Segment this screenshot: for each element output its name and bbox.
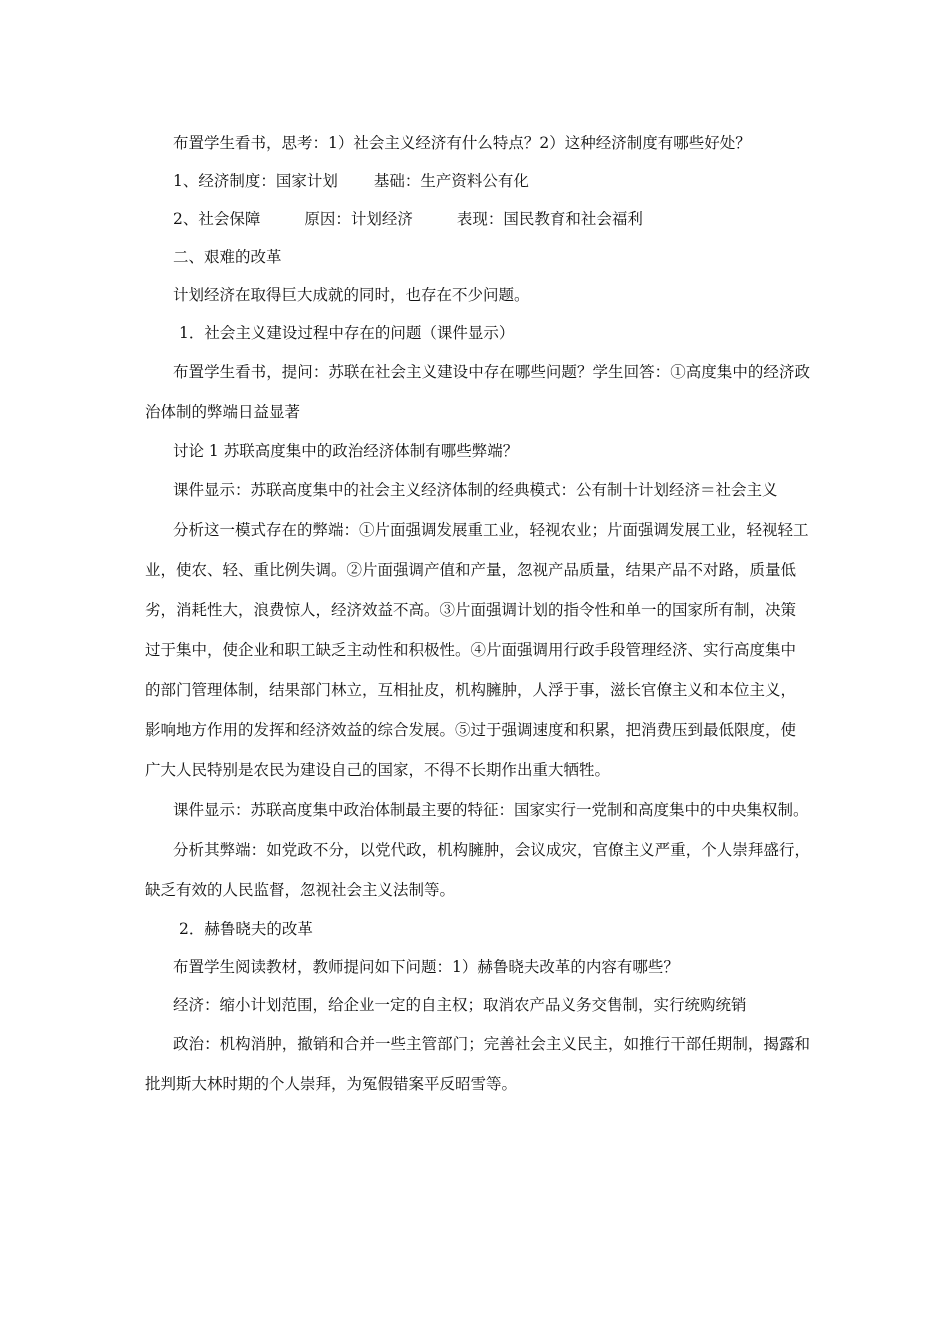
text-line: 经济：缩小计划范围，给企业一定的自主权；取消农产品义务交售制，实行统购统销 [173, 996, 747, 1014]
text-span: 2、社会保障 [173, 210, 261, 228]
section-heading: 二、艰难的改革 [173, 248, 282, 266]
text-line [145, 162, 810, 200]
paragraph: 分析这一模式存在的弊端：①片面强调发展重工业，轻视农业；片面强调发展工业，轻视轻工业，使农、轻、重比例失调。②片面强调产值和产量，忽视产品质量，结果产品不对路，质量低劣，消耗性大，浪费惊人，经济效益不高。③片面强调计划的指令性和单一的国家所有制，决策过于集中，使企业和职工缺乏主动性和积极性。④片面强调用行政手段管理经济、实行高度集中的部门管理体制，结果部门林立，互相扯皮，机构臃肿，人浮于事，滋长官僚主义和本位主义，影响地方作用的发挥和经济效益的综合发展。⑤过于强调速度和积累，把消费压到最低限度，使广大人民特别是农民为建设自己的国家，不得不长期作出重大牺牲。 [145, 521, 809, 779]
paragraph: 课件显示：苏联高度集中政治体制最主要的特征：国家实行一党制和高度集中的中央集权制。 [173, 801, 809, 819]
document-body [145, 124, 810, 1104]
paragraph: 政治：机构消肿，撤销和合并一些主管部门；完善社会主义民主，如推行干部任期制，揭露和批判斯大林时期的个人崇拜，为冤假错案平反昭雪等。 [145, 1035, 810, 1093]
paragraph: 分析其弊端：如党政不分，以党代政，机构臃肿，会议成灾，官僚主义严重，个人崇拜盛行，缺乏有效的人民监督，忽视社会主义法制等。 [145, 841, 810, 899]
text-line: 布置学生看书，思考：1）社会主义经济有什么特点？2）这种经济制度有哪些好处？ [173, 134, 751, 152]
text-line [145, 200, 810, 238]
paragraph: 布置学生看书，提问：苏联在社会主义建设中存在哪些问题？学生回答：①高度集中的经济政治体制的弊端日益显著 [145, 363, 810, 421]
text-span: 表现：国民教育和社会福利 [456, 210, 643, 228]
text-line: 讨论 1 苏联高度集中的政治经济体制有哪些弊端？ [173, 442, 519, 460]
text-line: 计划经济在取得巨大成就的同时，也存在不少问题。 [173, 286, 530, 304]
text-line: 布置学生阅读教材，教师提问如下问题：1）赫鲁晓夫改革的内容有哪些？ [173, 958, 679, 976]
text-span: 基础：生产资料公有化 [373, 172, 529, 190]
paragraph: 课件显示：苏联高度集中的社会主义经济体制的经典模式：公有制十计划经济＝社会主义 [173, 481, 778, 499]
subsection-heading: 2．赫鲁晓夫的改革 [179, 920, 313, 938]
subsection-heading: 1．社会主义建设过程中存在的问题（课件显示） [179, 324, 515, 342]
text-span: 原因：计划经济 [304, 210, 413, 228]
text-span: 1、经济制度：国家计划 [173, 172, 338, 190]
